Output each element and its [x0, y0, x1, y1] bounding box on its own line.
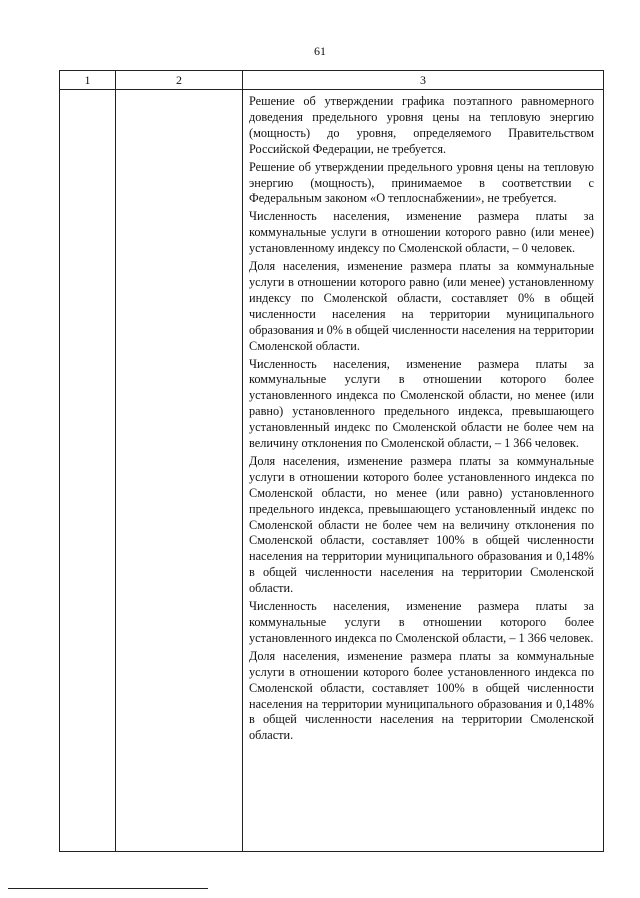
column-header-3: 3 — [243, 71, 604, 90]
column-1-cell — [60, 90, 116, 852]
table-row — [60, 90, 604, 852]
column-2-cell — [116, 90, 243, 852]
paragraph-population-within-deviation: Численность населения, изменение размера платы за коммунальные услуги в отношении которого более установленного индекса по Смоленской области, но менее (или равно) установленного предельного индекса, превышающего установленный индекс по Смоленской области не более чем на величину отклонения по Смоленской области, – 1 366 человек. — [249, 356, 594, 451]
paragraph-price-limit-decision: Решение об утверждении предельного уровня цены на тепловую энергию (мощность), принимаемое в соответствии с Федеральным законом «О теплоснабжении», не требуется. — [249, 159, 594, 206]
column-3-cell — [243, 90, 604, 852]
paragraph-population-above-index: Численность населения, изменение размера платы за коммунальные услуги в отношении которого более установленного индекса по Смоленской области, – 1 366 человек. — [249, 599, 594, 645]
footer-rule — [8, 888, 208, 889]
document-table — [59, 70, 604, 852]
column-header-2: 2 — [116, 71, 243, 90]
page-number: 61 — [314, 44, 326, 58]
table-header-row — [60, 71, 604, 90]
column-3-text — [243, 90, 603, 744]
paragraph-share-within-deviation: Доля населения, изменение размера платы за коммунальные услуги в отношении которого более установленного индекса по Смоленской области, но менее (или равно) установленного предельного индекса, превышающего установленный индекс по Смоленской области не более чем на величину отклонения по Смоленской области, составляет 100% в общей численности населения на территории муниципального образования и 0,148% в общей численности населения на территории Смоленской области. — [249, 453, 594, 596]
paragraph-share-above-index: Доля населения, изменение размера платы за коммунальные услуги в отношении которого более установленного индекса по Смоленской области, составляет 100% в общей численности населения на территории муниципального образования и 0,148% в общей численности населения на территории Смоленской области. — [249, 648, 594, 743]
paragraph-schedule-decision: Решение об утверждении графика поэтапного равномерного доведения предельного уровня цены на тепловую энергию (мощность) до уровня, определяемого Правительством Российской Федерации, не требуется. — [249, 94, 594, 156]
column-header-1: 1 — [60, 71, 116, 90]
paragraph-population-equal-index: Численность населения, изменение размера платы за коммунальные услуги в отношении которого равно (или менее) установленному индексу по Смоленской области, – 0 человек. — [249, 209, 594, 256]
paragraph-share-equal-index: Доля населения, изменение размера платы за коммунальные услуги в отношении которого равно (или менее) установленному индексу по Смоленской области, составляет 0% в общей численности населения на территории муниципального образования и 0% в общей численности населения на территории Смоленской области. — [249, 259, 594, 353]
